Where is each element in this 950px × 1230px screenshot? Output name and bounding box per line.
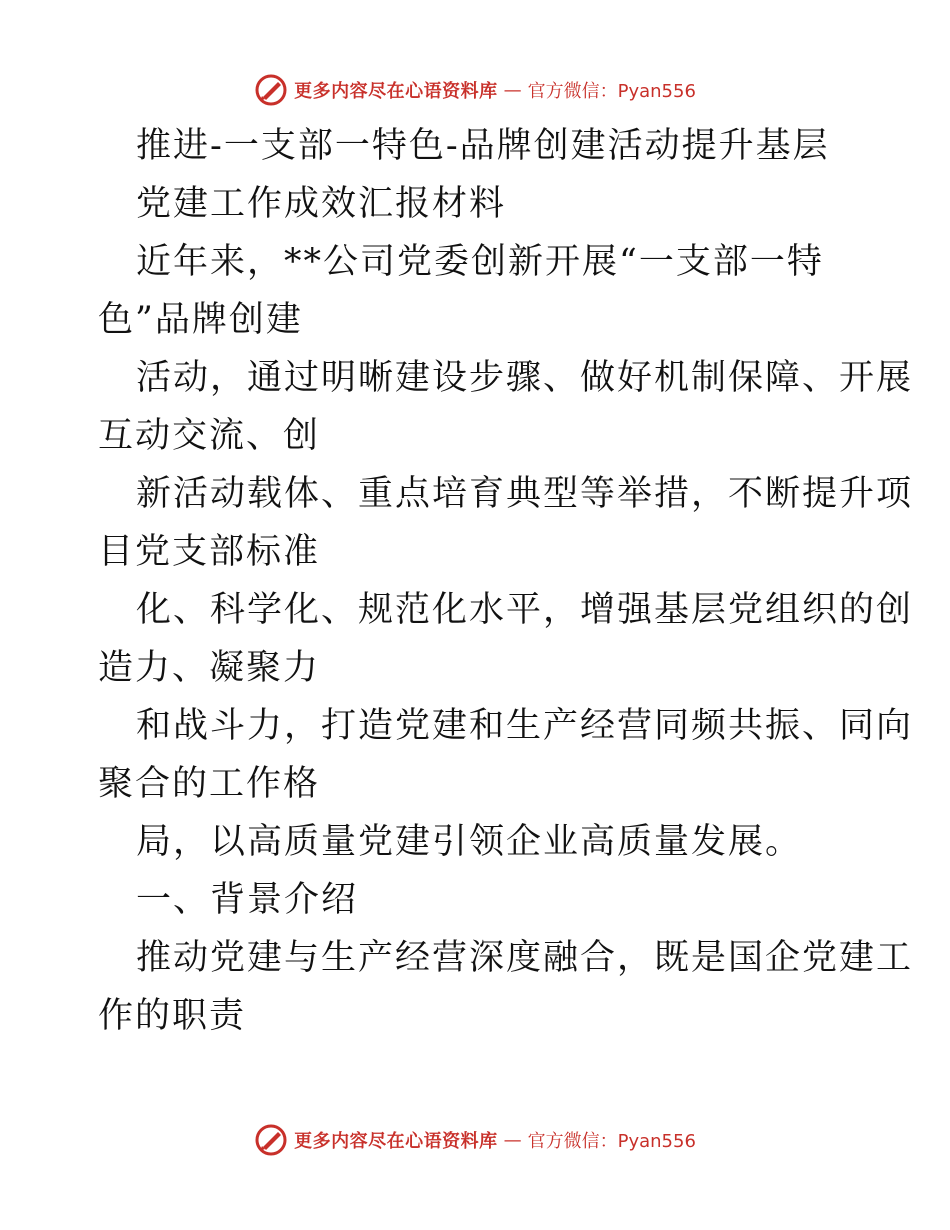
footer-contact: 官方微信：Pyan556 [527, 1131, 696, 1152]
header-site-text: 更多内容尽在心语资料库 [294, 81, 498, 102]
body-line: 色”品牌创建 [98, 300, 303, 340]
body-line: 造力、凝聚力 [98, 648, 321, 688]
body-line: 推动党建与生产经营深度融合，既是国企党建工 [136, 938, 914, 978]
body-line: 目党支部标准 [98, 532, 321, 572]
header-dash: — [503, 79, 522, 101]
header-contact: 官方微信：Pyan556 [527, 81, 696, 102]
footer-dash: — [503, 1129, 522, 1151]
brand-logo-icon [254, 1123, 288, 1157]
title-line-2: 党建工作成效汇报材料 [136, 184, 507, 224]
brand-logo-icon [254, 73, 288, 107]
body-line: 局，以高质量党建引领企业高质量发展。 [136, 822, 803, 862]
section-heading: 一、背景介绍 [136, 880, 359, 920]
header-banner [0, 70, 950, 110]
body-line: 化、科学化、规范化水平，增强基层党组织的创 [136, 590, 914, 630]
body-line: 和战斗力，打造党建和生产经营同频共振、同向 [136, 706, 914, 746]
title-line-1: 推进-一支部一特色-品牌创建活动提升基层 [136, 126, 830, 166]
body-line: 作的职责 [98, 996, 247, 1036]
footer-site-text: 更多内容尽在心语资料库 [294, 1131, 498, 1152]
footer-banner [0, 1120, 950, 1160]
body-line: 聚合的工作格 [98, 764, 321, 804]
body-line: 活动，通过明晰建设步骤、做好机制保障、开展 [136, 358, 914, 398]
body-line: 近年来，**公司党委创新开展“一支部一特 [136, 242, 824, 282]
body-line: 互动交流、创 [98, 416, 321, 456]
body-line: 新活动载体、重点培育典型等举措，不断提升项 [136, 474, 914, 514]
